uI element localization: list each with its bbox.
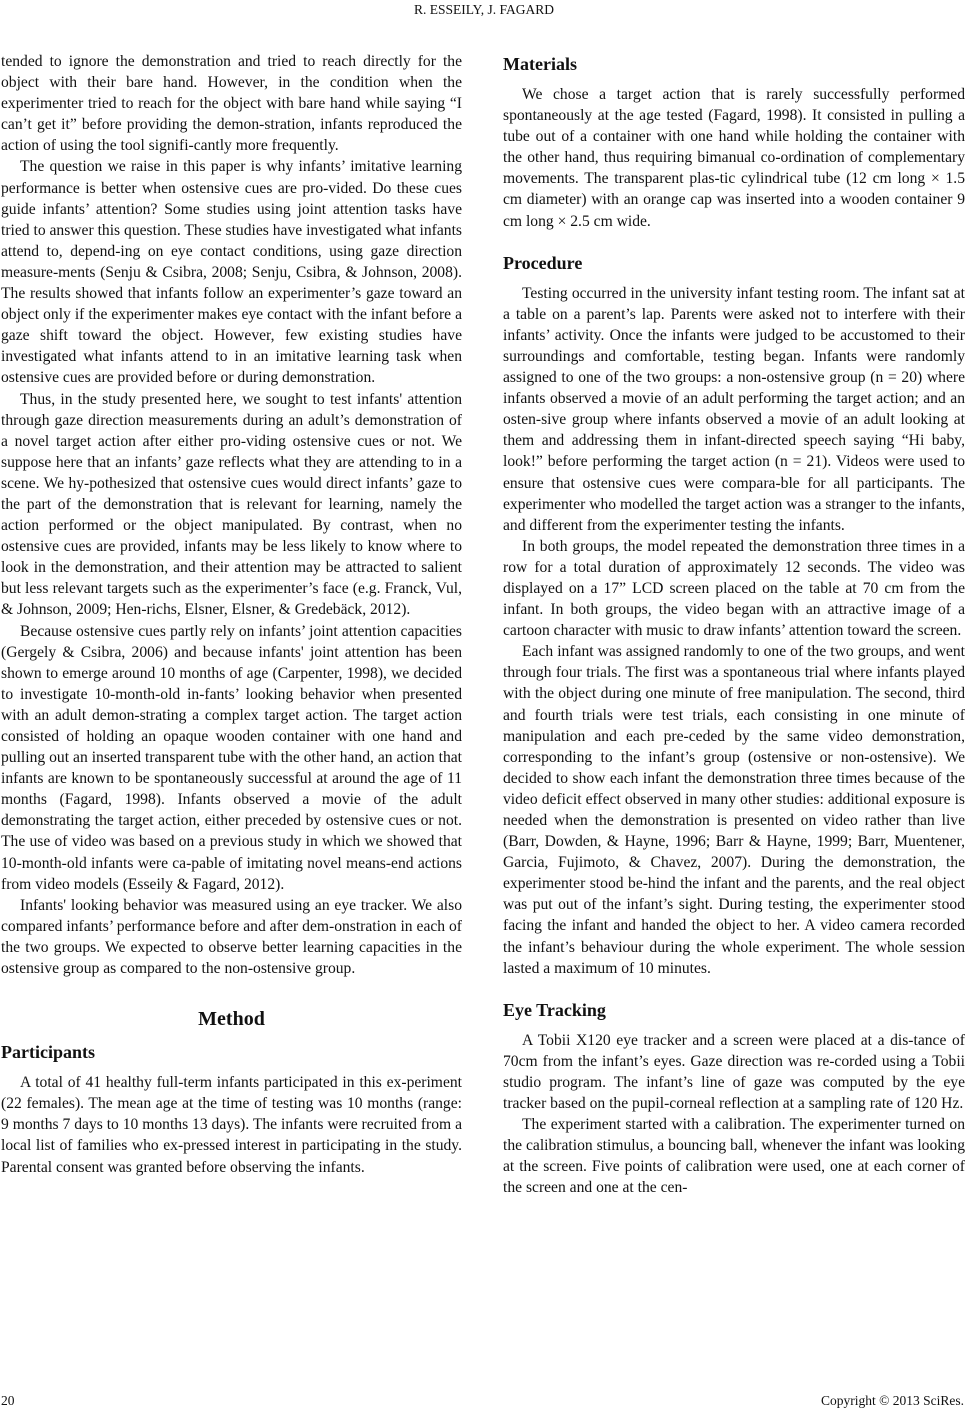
body-paragraph: Testing occurred in the university infant testing room. The infant sat at a table on a parent’s lap. Parents were asked not to interfere with their infants’ activity. Once the infants were judged to be accustomed to their surroundings and comfortable, testing began. Infants were randomly assigned to one of the two groups: a non-ostensive group (n = 20) where infants observed a movie of an adult performing the target action; and an osten-sive group where infants observed a movie of an adult looking at them and addressing them in infant-directed speech saying “Hi baby, look!” before performing the target action (n = 21). Videos were used to ensure that ostensive cues were compara-ble for all participants. The experimenter who modelled the target action was a stranger to the infants, and different from the experimenter testing the infants. [503, 284, 965, 534]
subsection-heading-procedure: Procedure [503, 252, 583, 273]
body-paragraph: Thus, in the study presented here, we sought to test infants' attention through gaze direction measurements during an adult’s demonstration of a novel target action after either pro-viding ostensive cues or not. We suppose here that an infants’ gaze reflects what they are attending to in a scene. We hy-pothesized that ostensive cues would direct infants’ gaze to the part of the demonstration that is relevant for learning, namely the action performed or the object manipulated. By contrast, when no ostensive cues are provided, infants may be less likely to know where to look in the demonstration, and their attention may be attracted to salient but less relevant targets such as the experimenter’s face (e.g. Franck, Vul, & Johnson, 2009; Hen-richs, Elsner, Elsner, & Gredebäck, 2012). [1, 390, 462, 619]
running-head: R. ESSEILY, J. FAGARD [414, 2, 554, 17]
body-paragraph: Because ostensive cues partly rely on infants’ joint attention capacities (Gergely & Csibra, 2006) and because infants' joint attention has been shown to emerge around 10 months of age (Carpenter, 1998), we decided to investigate 10-month-old in-fants’ looking behavior when presented with an adult demon-strating a complex target action. The target action consisted of holding an opaque wooden container with one hand and pulling out an inserted transparent tube with the other hand, an action that infants are known to be spontaneously successful at around the age of 11 months (Fagard, 1998). Infants observed a movie of the adult demonstrating the target action, either preceded by ostensive cues or not. The use of video was based on a previous study in which we showed that 10-month-old infants were ca-pable of imitating novel means-end actions from video models (Esseily & Fagard, 2012). [1, 622, 462, 893]
body-paragraph: The experiment started with a calibration. The experimenter turned on the calibration stimulus, a bouncing ball, whenever the infant was looking at the screen. Five points of calibration were used, one at each corner of the screen and one at the cen- [503, 1116, 965, 1197]
body-paragraph: tended to ignore the demonstration and tried to reach directly for the object with their bare hand. However, in the condition when the experimenter tried to reach for the object with bare hand while saying “I can’t get it” before providing the demon-stration, infants reproduced the action of using the tool signifi-cantly more frequently. [1, 53, 462, 155]
left-column [1, 51, 462, 1178]
section-heading-method: Method [198, 1008, 265, 1031]
copyright-notice: Copyright © 2013 SciRes. [820, 1393, 964, 1408]
subsection-heading-materials: Materials [503, 54, 577, 74]
subsection-heading-participants: Participants [1, 1042, 95, 1063]
body-paragraph: In both groups, the model repeated the demonstration three times in a row for a total duration of approximately 12 seconds. The video was displayed on a 17” LCD screen placed on the table at 70 cm from the infant. In both groups, the video began with an attractive image of a cartoon character with music to draw infants’ attention toward the screen. [503, 537, 965, 640]
body-paragraph: The question we raise in this paper is why infants’ imitative learning performance is better when ostensive cues are pro-vided. Do these cues guide infants’ attention? Some studies using joint attention tasks have tried to answer this question. These studies have investigated what infants attend to, depend-ing on eye contact conditions, using gaze direction measure-ments (Senju & Csibra, 2008; Senju, Csibra, & Johnson, 2008). The results showed that infants follow an experimenter’s gaze toward an object only if the experimenter makes eye contact with the infant before a gaze shift toward the object. However, few existing studies have investigated what infants attend to in an imitative learning task when ostensive cues are provided before or during demonstration. [1, 158, 462, 387]
body-paragraph: We chose a target action that is rarely successfully performed spontaneously at the age tested (Fagard, 1998). It consisted in pulling a tube out of a container with one hand while holding the container with the other hand, thus requiring bimanual co-ordination of complementary movements. The transparent plas-tic cylindrical tube (12 cm long × 1.5 cm diameter) with an orange cap was inserted into a wooden container 9 cm long × 2.5 cm wide. [503, 86, 965, 230]
subsection-heading-eye-tracking: Eye Tracking [503, 999, 606, 1020]
right-column [503, 53, 965, 1199]
body-paragraph: Infants' looking behavior was measured using an eye tracker. We also compared infants’ performance before and after dem-onstration in each of the two groups. We expected to observe better learning capacities in the ostensive group as compared to the non-ostensive group. [1, 896, 462, 978]
page-number: 20 [1, 1393, 15, 1408]
body-paragraph: A total of 41 healthy full-term infants participated in this ex-periment (22 females). The mean age at the time of testing was 10 months (range: 9 months 7 days to 10 months 13 days). The infants were recruited from a local list of families who ex-pressed interest in participating in the study. Parental consent was granted before observing the infants. [1, 1074, 462, 1176]
body-paragraph: Each infant was assigned randomly to one of the two groups, and went through four trials. The first was a spontaneous trial where infants played with the object during one minute of free manipulation. The second, third and fourth trials were test trials, each consisting in one minute of manipulation and each pre-ceded by the same video demonstration, corresponding to the infant’s group (ostensive or non-ostensive). We decided to show each infant the demonstration three times because of the video deficit effect observed in many other studies: additional exposure is needed when the demonstration is presented on video rather than live (Barr, Dowden, & Hayne, 1996; Barr & Hayne, 1999; Barr, Muentener, Garcia, Fujimoto, & Chavez, 2007). During the demonstration, the experimenter stood be-hind the infant and the parents, and the real object was put out of the infant’s sight. During testing, the experimenter stood facing the infant and handed the object to her. A video camera recorded the infant’s behaviour during the whole experiment. The whole session lasted a maximum of 10 minutes. [503, 643, 965, 977]
body-paragraph: A Tobii X120 eye tracker and a screen were placed at a dis-tance of 70cm from the infant’s eyes. Gaze direction was re-corded using a Tobii studio program. The infant’s line of gaze was computed by the eye tracker based on the pupil-corneal reflection at a sampling rate of 120 Hz. [503, 1031, 965, 1113]
